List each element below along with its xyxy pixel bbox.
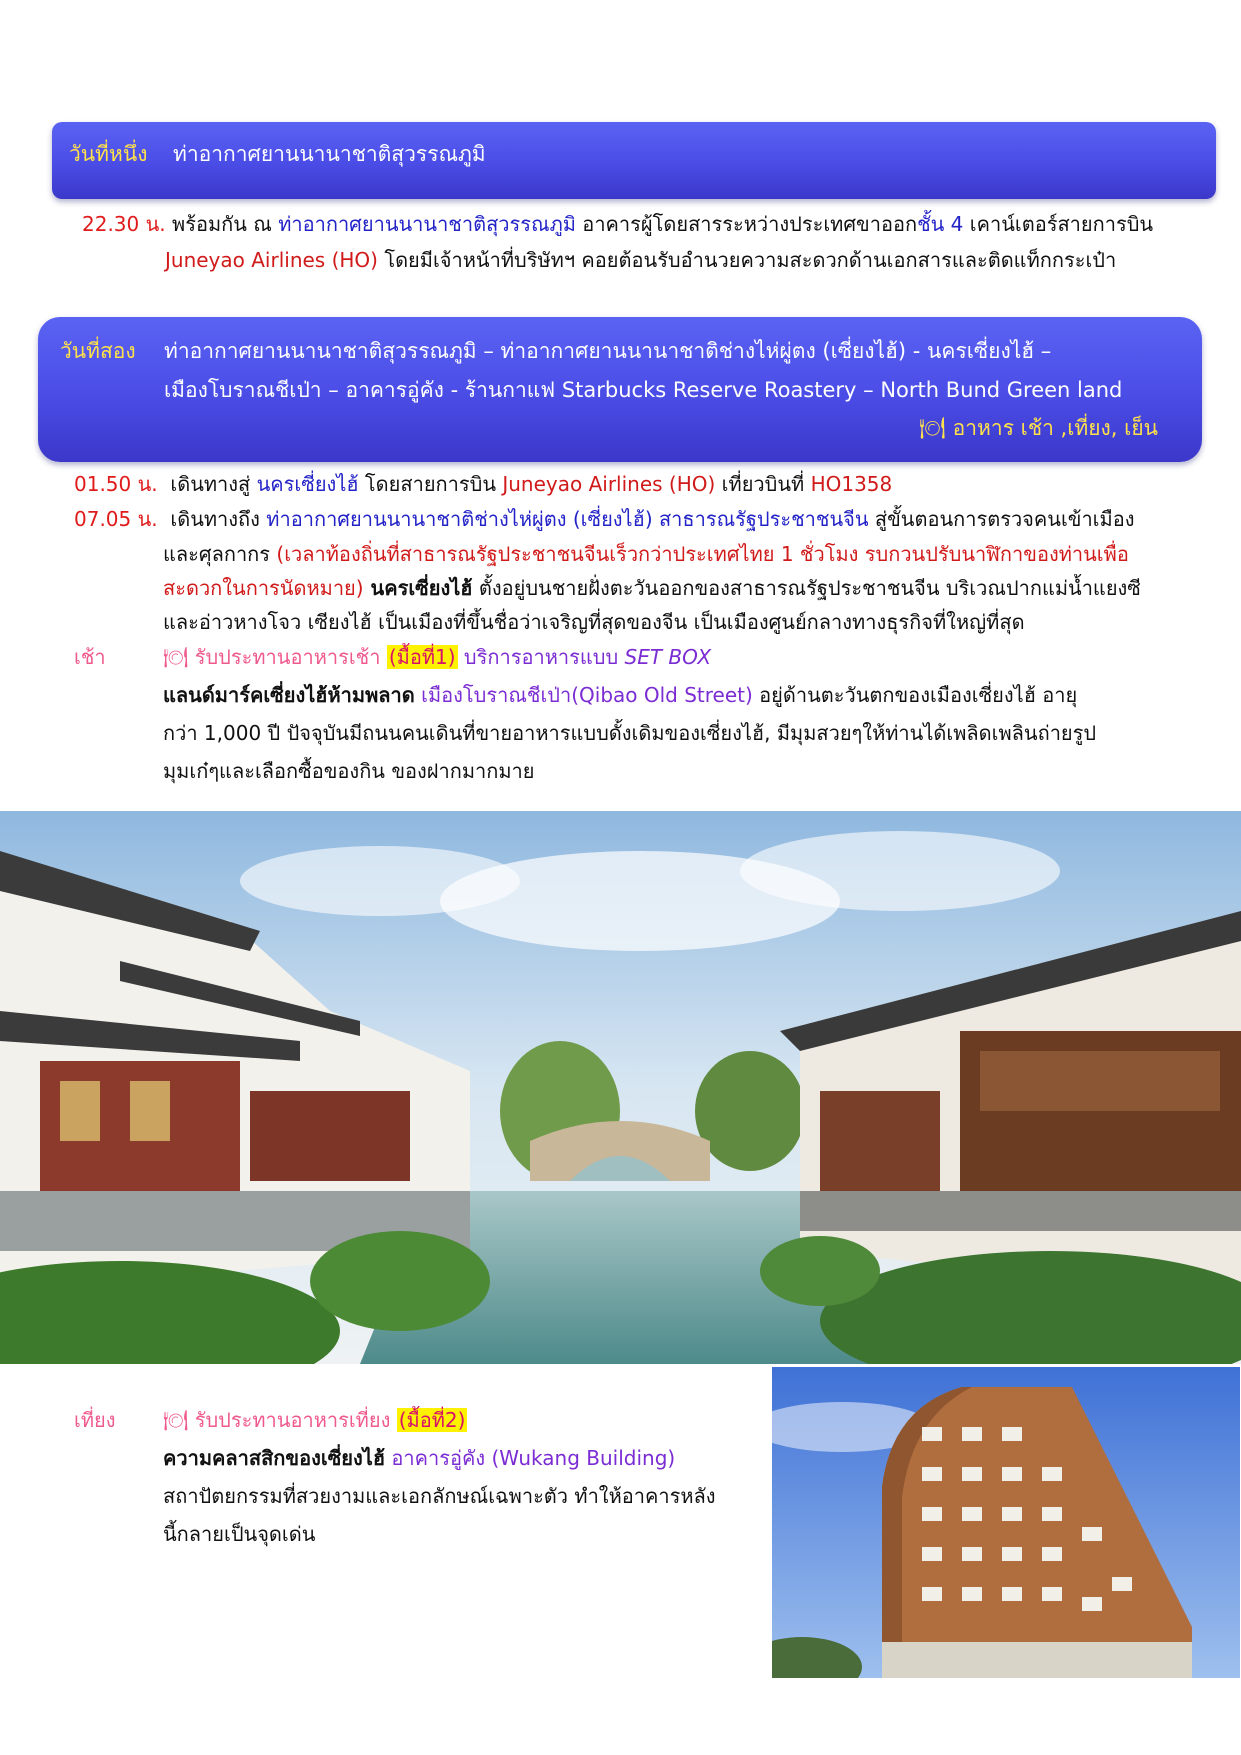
day2-banner xyxy=(38,317,1202,462)
meal-number-badge: (มื้อที่2) xyxy=(398,1408,466,1432)
landmark-line2: กว่า 1,000 ปี ปัจจุบันมีถนนคนเดินที่ขายอาหารแบบดั้งเดิมของเซี่ยงไฮ้, มีมุมสวยๆให้ท่านได้เพลิดเพลินถ่ายรูป xyxy=(163,721,1097,745)
text: รับประทานอาหารเช้า xyxy=(188,645,387,669)
day1-title: ท่าอากาศยานนานาชาติสุวรรณภูมิ xyxy=(173,142,486,166)
text: เดินทางถึง xyxy=(170,507,267,531)
meal-number-badge: (มื้อที่1) xyxy=(388,645,456,669)
wukang-heading: ความคลาสสิกของเซี่ยงไฮ้ xyxy=(163,1446,386,1470)
event-time: 07.05 น. xyxy=(74,507,158,531)
meals-text: อาหาร เช้า ,เที่ยง, เย็น xyxy=(952,416,1158,440)
city: นครเซี่ยงไฮ้ xyxy=(256,472,359,496)
wukang-line1 xyxy=(163,1439,675,1477)
event-0705-line4: และอ่าวหางโจว เซียงไฮ้ เป็นเมืองที่ขึ้นชื่อว่าเจริญที่สุดของจีน เป็นเมืองศูนย์กลางทางธุรกิจที่ใหญ่ที่สุด xyxy=(163,610,1025,634)
text: รับประทานอาหารเที่ยง xyxy=(188,1408,397,1432)
day1-line2 xyxy=(165,243,1116,277)
landmark-line3: มุมเก๋ๆและเลือกซื้อของกิน ของฝากมากมาย xyxy=(163,759,535,783)
landmark-line1 xyxy=(163,676,1077,714)
event-0705 xyxy=(74,502,1134,536)
airport-link: ท่าอากาศยานนานาชาติสุวรรณภูมิ xyxy=(278,212,576,236)
floor: ชั้น 4 xyxy=(917,212,964,236)
text: โดยสายการบิน xyxy=(358,472,503,496)
day2-title-line2: เมืองโบราณชีเป่า – อาคารอู่คัง - ร้านกาแฟ Starbucks Reserve Roastery – North Bund Green land xyxy=(164,378,1123,402)
text: โดยมีเจ้าหน้าที่บริษัทฯ คอยต้อนรับอำนวยความสะดวกด้านเอกสารและติดแท็กกระเป๋า xyxy=(377,248,1117,272)
event-0705-line2 xyxy=(163,537,1129,571)
qibao-canal-photo xyxy=(0,811,1241,1364)
meal-icon: 🍽 xyxy=(163,645,189,669)
event-0705-line3 xyxy=(163,571,1141,605)
flight-number: HO1358 xyxy=(810,472,893,496)
wukang-name: อาคารอู่คัง (Wukang Building) xyxy=(385,1446,676,1470)
text: อยู่ด้านตะวันตกของเมืองเซี่ยงไฮ้ อายุ xyxy=(752,683,1078,707)
text: ตั้งอยู่บนชายฝั่งตะวันออกของสาธารณรัฐประชาชนจีน บริเวณปากแม่น้ำแยงซี xyxy=(472,576,1141,600)
landmark-heading: แลนด์มาร์คเซี่ยงไฮ้ห้ามพลาด xyxy=(163,683,415,707)
breakfast-line xyxy=(163,640,711,674)
time-note: (เวลาท้องถิ่นที่สาธารณรัฐประชาชนจีนเร็วกว่าประเทศไทย 1 ชั่วโมง รบกวนปรับนาฬิกาของท่านเพื่อ xyxy=(276,542,1129,566)
meal-icon: 🍽 xyxy=(919,416,946,440)
event-0150 xyxy=(74,467,892,501)
airline-name: Juneyao Airlines (HO) xyxy=(165,248,378,272)
day2-title-line1: ท่าอากาศยานนานาชาติสุวรรณภูมิ – ท่าอากาศยานนานาชาติช่างไห่ผู่ตง (เซี่ยงไฮ้) - นครเซี่ยงไฮ้ – xyxy=(164,339,1052,363)
day1-label: วันที่หนึ่ง xyxy=(69,142,148,166)
city-bold: นครเซี่ยงไฮ้ xyxy=(363,576,473,600)
text: อาคารผู้โดยสารระหว่างประเทศขาออก xyxy=(575,212,918,236)
wukang-building-photo xyxy=(772,1367,1240,1678)
lunch-label: เที่ยง xyxy=(74,1408,116,1432)
time-note: สะดวกในการนัดหมาย) xyxy=(163,576,364,600)
text: สู่ขั้นตอนการตรวจคนเข้าเมือง xyxy=(868,507,1135,531)
wukang-line2: สถาปัตยกรรมที่สวยงามและเอกลักษณ์เฉพาะตัว ทำให้อาคารหลัง xyxy=(163,1484,716,1508)
airport-link: ท่าอากาศยานนานาชาติช่างไห่ผู่ตง (เซี่ยงไฮ้) สาธารณรัฐประชาชนจีน xyxy=(266,507,869,531)
day1-line1 xyxy=(82,207,1153,241)
meal-icon: 🍽 xyxy=(163,1408,189,1432)
text: เดินทางสู่ xyxy=(170,472,257,496)
qibao-name: เมืองโบราณชีเป่า(Qibao Old Street) xyxy=(414,683,753,707)
airline-name: Juneyao Airlines (HO) xyxy=(502,472,716,496)
day1-banner xyxy=(52,122,1216,199)
set-box: SET BOX xyxy=(624,645,712,669)
text: พร้อมกัน ณ xyxy=(172,212,279,236)
day2-meals xyxy=(919,412,1158,445)
wukang-line3: นี้กลายเป็นจุดเด่น xyxy=(163,1522,316,1546)
breakfast-label: เช้า xyxy=(74,645,106,669)
text: และศุลกากร xyxy=(163,542,277,566)
day1-time: 22.30 น. xyxy=(82,212,166,236)
event-time: 01.50 น. xyxy=(74,472,158,496)
text: บริการอาหารแบบ xyxy=(457,645,625,669)
text: เคาน์เตอร์สายการบิน xyxy=(963,212,1154,236)
text: เที่ยวบินที่ xyxy=(715,472,811,496)
lunch-line xyxy=(163,1403,467,1437)
day2-label: วันที่สอง xyxy=(60,339,136,363)
